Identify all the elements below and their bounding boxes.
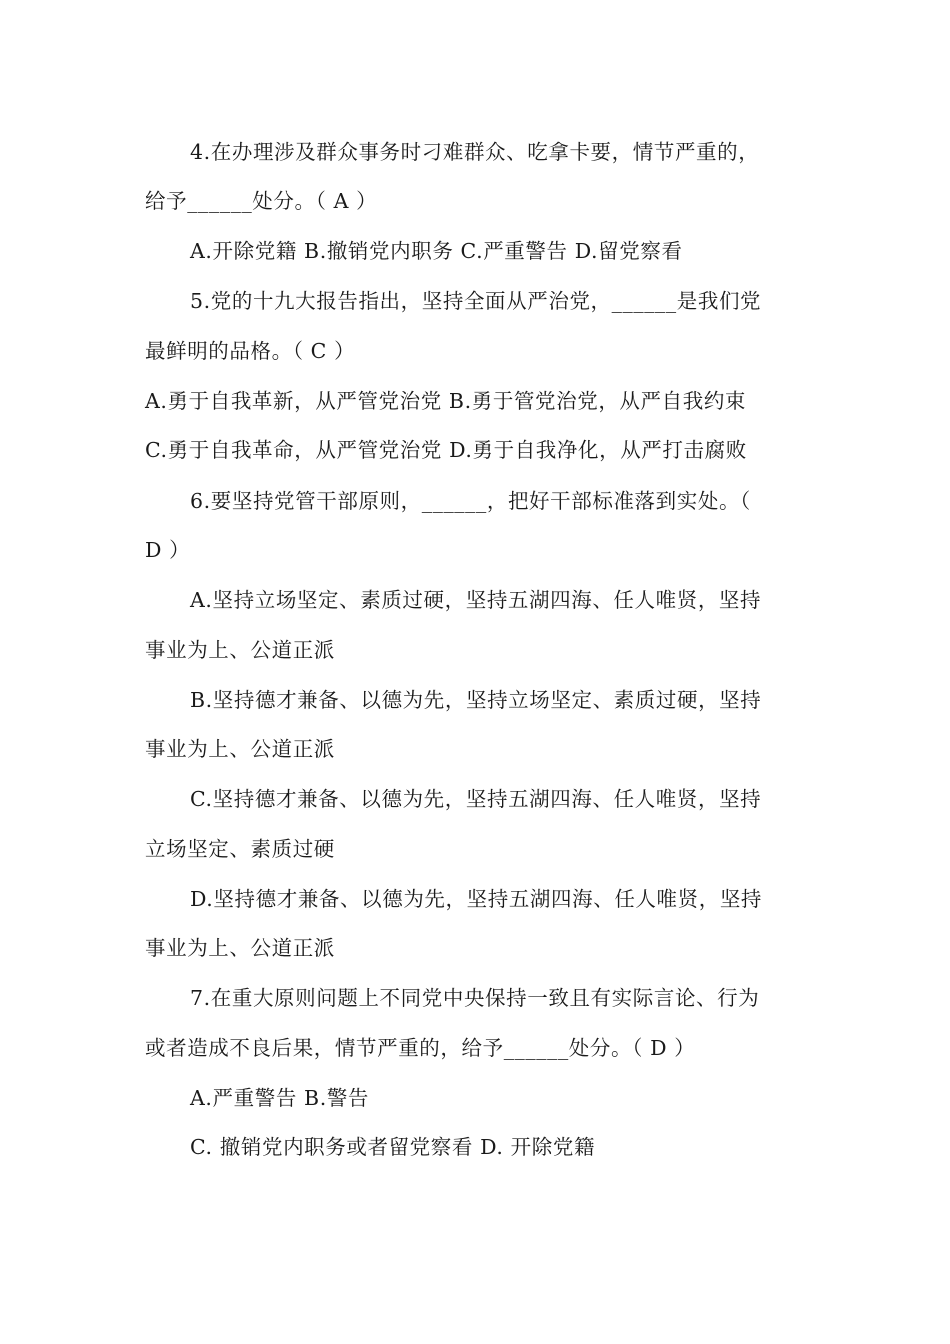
q7-stem-line1: 7.在重大原则问题上不同党中央保持一致且有实际言论、行为 <box>190 986 760 1010</box>
q6-option-b-line2: 事业为上、公道正派 <box>145 737 335 761</box>
q6-option-d-line1: D.坚持德才兼备、以德为先，坚持五湖四海、任人唯贤，坚持 <box>190 887 763 911</box>
q4-options: A.开除党籍 B.撤销党内职务 C.严重警告 D.留党察看 <box>190 239 683 263</box>
q7-stem-line2: 或者造成不良后果，情节严重的，给予______处分。（ D ） <box>145 1036 696 1060</box>
q6-option-c-line1: C.坚持德才兼备、以德为先，坚持五湖四海、任人唯贤，坚持 <box>190 787 762 811</box>
q6-option-c-line2: 立场坚定、素质过硬 <box>145 837 335 861</box>
q6-option-a-line2: 事业为上、公道正派 <box>145 638 335 662</box>
q7-options-cd: C. 撤销党内职务或者留党察看 D. 开除党籍 <box>190 1135 596 1159</box>
q7-options-ab: A.严重警告 B.警告 <box>190 1086 370 1110</box>
q6-stem-line1: 6.要坚持党管干部原则，______，把好干部标准落到实处。（ <box>190 489 751 513</box>
q6-option-a-line1: A.坚持立场坚定、素质过硬，坚持五湖四海、任人唯贤，坚持 <box>190 588 762 612</box>
q4-stem-line1: 4.在办理涉及群众事务时刁难群众、吃拿卡要，情节严重的， <box>190 140 760 164</box>
q6-option-d-line2: 事业为上、公道正派 <box>145 936 335 960</box>
q6-stem-line2: D ） <box>145 538 191 562</box>
q4-stem-line2: 给予______处分。（ A ） <box>145 189 378 213</box>
q5-stem-line1: 5.党的十九大报告指出，坚持全面从严治党，______是我们党 <box>190 289 762 313</box>
q5-options-ab: A.勇于自我革新，从严管党治党 B.勇于管党治党，从严自我约束 <box>145 389 747 413</box>
q6-option-b-line1: B.坚持德才兼备、以德为先，坚持立场坚定、素质过硬，坚持 <box>190 688 762 712</box>
q5-stem-line2: 最鲜明的品格。（ C ） <box>145 339 356 363</box>
q5-options-cd: C.勇于自我革命，从严管党治党 D.勇于自我净化，从严打击腐败 <box>145 438 747 462</box>
